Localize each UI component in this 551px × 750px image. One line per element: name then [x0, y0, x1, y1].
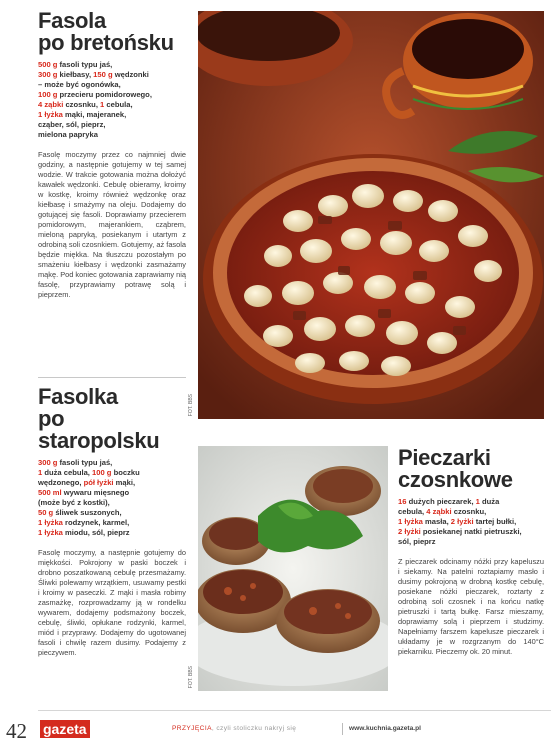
- ingredient-quantity: 100 g: [38, 90, 58, 99]
- ingredient-text: dużych pieczarek,: [406, 497, 476, 506]
- footer-rule: [38, 710, 551, 711]
- ingredient-line: [398, 527, 544, 537]
- ingredient-line: [38, 60, 186, 70]
- ingredients-list: [398, 497, 544, 547]
- ingredient-quantity: 50 g: [38, 508, 54, 517]
- ingredient-line: [38, 468, 186, 478]
- ingredient-quantity: 1: [38, 468, 43, 477]
- ingredient-line: [38, 488, 186, 498]
- ingredient-text: – może być ogonówka,: [38, 80, 121, 89]
- gazeta-logo: [38, 717, 87, 743]
- ingredient-quantity: 16: [398, 497, 407, 506]
- ingredient-line: [38, 90, 186, 100]
- section-divider: [38, 377, 186, 378]
- recipe-instructions: Z pieczarek odcinamy nóżki przy kapeluszu i siekamy. Na patelni roztapiamy masło i dusimy pokrojoną w drobną kostkę cebulę, posiekane nóżki pieczarek, roztarty z odrobiną soli czosnek i na końcu natkę pietruszki i tartą bułkę. Farsz mieszamy, doprawiamy solą i pieprzem i studzimy. Napełniamy farszem kapelusze pieczarek i układamy je w rozgrzanym do 140°C piekarniku. Pieczemy ok. 20 minut.: [398, 557, 544, 656]
- ingredient-text: fasoli typu jaś,: [57, 458, 113, 467]
- ingredient-quantity: 2 łyżki: [450, 517, 474, 526]
- ingredients-list: [38, 60, 186, 140]
- ingredient-text: (może być z kostki),: [38, 498, 110, 507]
- ingredient-text: przecieru pomidorowego,: [57, 90, 152, 99]
- ingredient-quantity: 1 łyżka: [398, 517, 423, 526]
- ingredient-text: sól, pieprz: [398, 537, 436, 546]
- ingredient-text: wywaru mięsnego: [61, 488, 130, 497]
- ingredient-line: [398, 497, 544, 507]
- recipe-pieczarki-czosnkowe: [398, 447, 544, 657]
- ingredient-quantity: 100 g: [92, 468, 112, 477]
- ingredient-quantity: 2 łyżki: [398, 527, 421, 536]
- footer-url[interactable]: www.kuchnia.gazeta.pl: [349, 725, 421, 732]
- ingredient-text: masła,: [422, 517, 451, 526]
- ingredient-text: czosnku,: [63, 100, 101, 109]
- ingredient-quantity: 1 łyżka: [38, 518, 63, 527]
- ingredient-text: mąki,: [113, 478, 136, 487]
- ingredient-text: rodzynek, karmel,: [62, 518, 130, 527]
- ingredient-text: wędzonki: [112, 70, 149, 79]
- ingredient-text: duża cebula,: [42, 468, 93, 477]
- ingredient-quantity: pół łyżki: [83, 478, 114, 487]
- photo-stuffed-mushrooms: [198, 446, 388, 691]
- ingredient-text: mąki, majeranek,: [62, 110, 127, 119]
- ingredient-line: [38, 70, 186, 80]
- recipe-title: Fasolka po staropolsku: [38, 384, 160, 453]
- ingredient-text: czosnku,: [451, 507, 487, 516]
- ingredient-text: cząber, sól, pieprz,: [38, 120, 106, 129]
- ingredient-line: [38, 528, 186, 538]
- ingredient-text: miodu, sól, pieprz: [62, 528, 130, 537]
- ingredient-line: [38, 478, 186, 488]
- ingredient-line: [38, 498, 186, 508]
- recipe-title: Pieczarki czosnkowe: [398, 445, 513, 492]
- ingredient-quantity: 1 łyżka: [38, 528, 63, 537]
- ingredient-line: [398, 517, 544, 527]
- ingredient-quantity: 4 ząbki: [38, 100, 64, 109]
- recipe-instructions: Fasolę moczymy, a następnie gotujemy do miękkości. Pokrojony w paski boczek i drobno poszatkowaną cebulę przesmażamy. Śliwki polewamy wrzątkiem, usuwamy pestki i kroimy w paseczki. Z mąki i masła robimy zasmażkę, rozprowadzamy ją w rondelku wywarem, dodajemy podsmażony boczek, cebulę, śliwki, opłukane rodzynki, karmel, miód i przyprawy. Dodajemy do ugotowanej fasoli i chwilę razem dusimy. Podajemy z pieczywem.: [38, 548, 186, 657]
- recipe-fasolka-po-staropolsku: [38, 386, 186, 658]
- ingredient-quantity: 500 ml: [38, 488, 62, 497]
- page-footer: [0, 710, 551, 750]
- ingredient-line: [38, 458, 186, 468]
- ingredient-quantity: 4 ząbki: [426, 507, 452, 516]
- ingredient-text: mielona papryka: [38, 130, 98, 139]
- ingredient-line: [38, 80, 186, 90]
- ingredient-text: boczku: [111, 468, 140, 477]
- ingredient-text: posiekanej natki pietruszki,: [420, 527, 522, 536]
- ingredient-quantity: 150 g: [93, 70, 113, 79]
- ingredient-text: cebula,: [398, 507, 427, 516]
- logo-text: gazeta: [40, 720, 90, 738]
- photo-credit: FOT. BBS: [188, 394, 194, 417]
- ingredient-quantity: 300 g: [38, 458, 58, 467]
- photo-beans-dish: [198, 11, 544, 419]
- ingredient-quantity: 500 g: [38, 60, 58, 69]
- ingredient-line: [38, 518, 186, 528]
- ingredient-line: [38, 508, 186, 518]
- ingredient-text: fasoli typu jaś,: [57, 60, 113, 69]
- ingredient-line: [38, 100, 186, 110]
- ingredient-line: [38, 120, 186, 130]
- ingredient-text: duża: [479, 497, 500, 506]
- ingredient-text: kiełbasy,: [57, 70, 94, 79]
- ingredient-line: [38, 130, 186, 140]
- ingredient-quantity: 300 g: [38, 70, 58, 79]
- footer-tagline: PRZYJĘCIA, czyli stoliczku nakryj się: [172, 725, 297, 732]
- recipe-instructions: Fasolę moczymy przez co najmniej dwie godziny, a następnie gotujemy w tej samej wodzie. W trakcie gotowania można dołożyć kawałek wędzonki. Cebulę obieramy, kroimy w kostkę, kroimy również wędzonkę oraz kiełbasę i smażymy na oleju. Dodajemy do gotującej się fasoli. Doprawiamy przecierem pomidorowym, majerankiem, cząbrem, mieloną papryką, posiekanym i utartym z odrobiną soli czosnkiem. Gotujemy, aż fasola będzie miękka. Na tłuszczu pozostałym po smażeniu kiełbasy i wędzonki zasmażamy mąkę. Pod koniec gotowania zaprawiamy nią fasolę, przyprawiamy potrawę solą i pieprzem.: [38, 150, 186, 299]
- page-number: 42: [6, 719, 27, 743]
- ingredient-quantity: 1: [100, 100, 105, 109]
- ingredient-quantity: 1 łyżka: [38, 110, 63, 119]
- photo-credit: FOT. BBS: [188, 666, 194, 689]
- ingredient-text: tartej bułki,: [473, 517, 517, 526]
- recipe-fasola-po-bretonsku: [38, 10, 186, 300]
- ingredient-quantity: 1: [475, 497, 480, 506]
- ingredient-line: [38, 110, 186, 120]
- ingredient-text: wędzonego,: [38, 478, 84, 487]
- ingredient-text: cebula,: [104, 100, 133, 109]
- ingredients-list: [38, 458, 186, 538]
- mushrooms-illustration: [198, 446, 388, 691]
- footer-divider: [342, 723, 343, 735]
- beans-dish-illustration: [198, 11, 544, 419]
- ingredient-text: śliwek suszonych,: [53, 508, 122, 517]
- ingredient-line: [398, 507, 544, 517]
- ingredient-line: [398, 537, 544, 547]
- recipe-title: Fasola po bretońsku: [38, 8, 174, 55]
